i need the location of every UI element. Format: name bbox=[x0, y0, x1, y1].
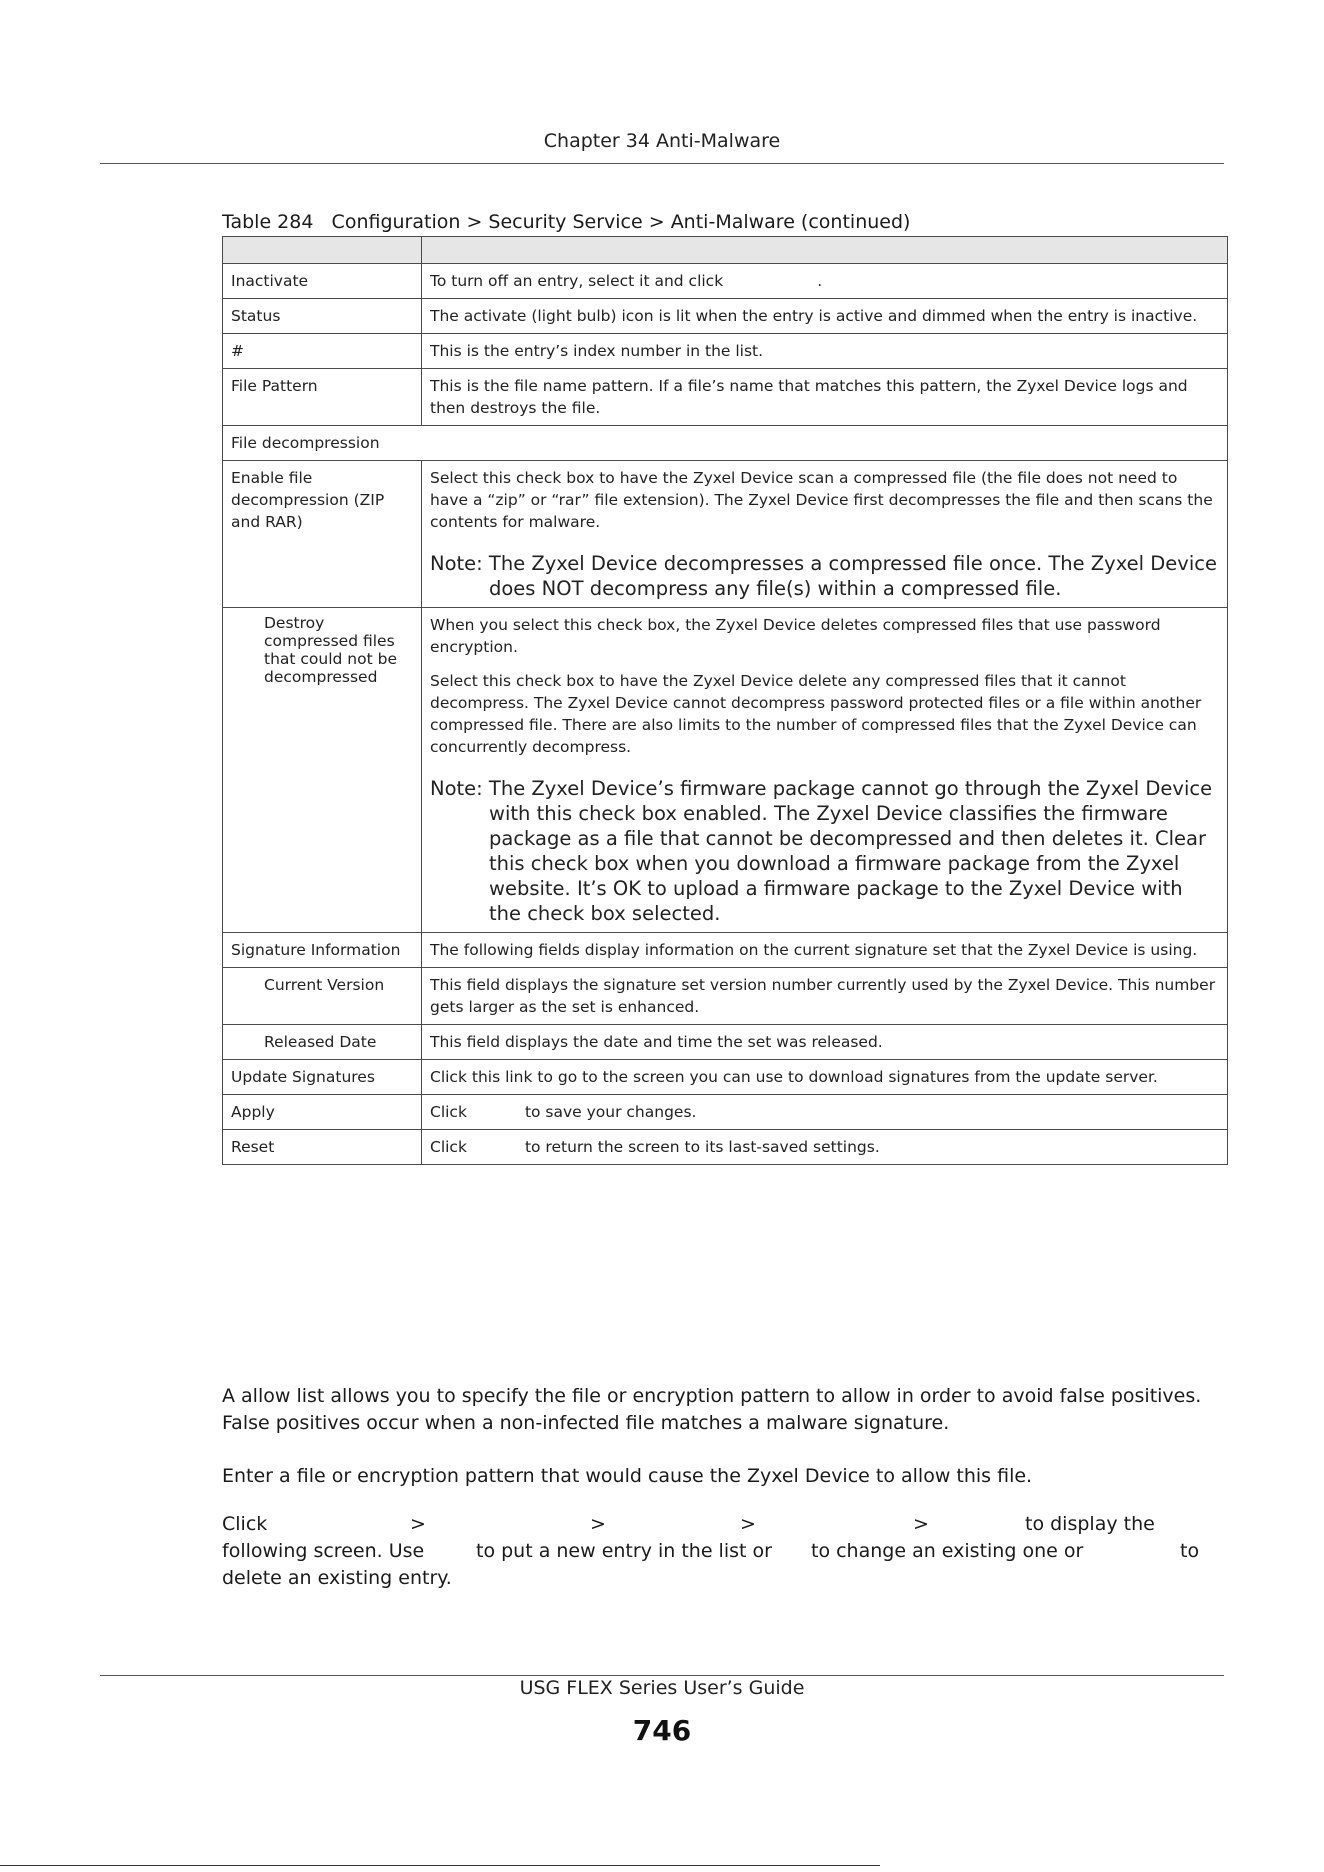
row-label: Inactivate bbox=[223, 264, 422, 299]
table-row bbox=[223, 461, 1228, 608]
page-number: 746 bbox=[632, 1714, 692, 1747]
header-cell-description bbox=[422, 237, 1228, 264]
row-label: Signature Information bbox=[223, 933, 422, 968]
row-description: This field displays the date and time the set was released. bbox=[422, 1025, 1228, 1060]
table-row bbox=[223, 1095, 1228, 1130]
row-description: Click to return the screen to its last-saved settings. bbox=[422, 1130, 1228, 1165]
body-paragraph: Enter a file or encryption pattern that would cause the Zyxel Device to allow this file. bbox=[222, 1465, 1033, 1487]
body-text-fragment: to display the bbox=[1025, 1513, 1155, 1535]
bottom-edge-rule bbox=[0, 1865, 880, 1866]
breadcrumb-separator: > bbox=[740, 1513, 756, 1535]
row-label: Status bbox=[223, 299, 422, 334]
table-row bbox=[223, 608, 1228, 933]
body-text-fragment: to bbox=[1180, 1540, 1200, 1562]
row-description: Click this link to go to the screen you can use to download signatures from the update server. bbox=[422, 1060, 1228, 1095]
row-description-text: Select this check box to have the Zyxel Device scan a compressed file (the file does not need to have a “zip” or “rar” file extension). The Zyxel Device first decompresses the file and then scans the contents for malware. bbox=[430, 469, 1213, 531]
table-section-row bbox=[223, 426, 1228, 461]
row-label: Destroy compressed files that could not be decompressed bbox=[223, 608, 422, 933]
row-description bbox=[422, 608, 1228, 933]
table-row bbox=[223, 968, 1228, 1025]
body-paragraph: A allow list allows you to specify the file or encryption pattern to allow in order to avoid false positives. False positives occur when a non-infected file matches a malware signature. bbox=[222, 1385, 1202, 1434]
footer-rule bbox=[100, 1675, 1224, 1676]
row-description: Click to save your changes. bbox=[422, 1095, 1228, 1130]
body-text-fragment: to change an existing one or bbox=[811, 1540, 1084, 1562]
body-text-fragment: to put a new entry in the list or bbox=[476, 1540, 772, 1562]
row-label: Reset bbox=[223, 1130, 422, 1165]
header-cell-label bbox=[223, 237, 422, 264]
header-rule bbox=[100, 163, 1224, 164]
body-text-fragment: Click bbox=[222, 1513, 268, 1535]
row-description: The activate (light bulb) icon is lit when the entry is active and dimmed when the entry is inactive. bbox=[422, 299, 1228, 334]
table-row bbox=[223, 1025, 1228, 1060]
table-row bbox=[223, 299, 1228, 334]
table-row bbox=[223, 264, 1228, 299]
row-description-text-2: Select this check box to have the Zyxel Device delete any compressed files that it cannot decompress. The Zyxel Device cannot decompress password protected files or a file within another compressed file. There are also limits to the number of compressed files that the Zyxel Device can concurrently decompress. bbox=[430, 672, 1202, 756]
row-description: This is the file name pattern. If a file’s name that matches this pattern, the Zyxel Device logs and then destroys the file. bbox=[422, 369, 1228, 426]
row-note: Note: The Zyxel Device’s firmware package cannot go through the Zyxel Device with this check box enabled. The Zyxel Device classifies the firmware package as a file that cannot be decompressed and then deletes it. Clear this check box when you download a firmware package from the Zyxel website. It’s OK to upload a firmware package to the Zyxel Device with the check box selected. bbox=[430, 777, 1213, 925]
row-label: File Pattern bbox=[223, 369, 422, 426]
row-description bbox=[422, 461, 1228, 608]
row-description: To turn off an entry, select it and click . bbox=[422, 264, 1228, 299]
row-label: # bbox=[223, 334, 422, 369]
row-label: Released Date bbox=[223, 1025, 422, 1060]
table-row bbox=[223, 369, 1228, 426]
chapter-header: Chapter 34 Anti-Malware bbox=[543, 130, 781, 152]
row-description: This field displays the signature set version number currently used by the Zyxel Device. This number gets larger as the set is enhanced. bbox=[422, 968, 1228, 1025]
footer-guide-title: USG FLEX Series User’s Guide bbox=[519, 1677, 805, 1699]
table-header-row bbox=[223, 237, 1228, 264]
row-note: Note: The Zyxel Device decompresses a compressed file once. The Zyxel Device does NOT decompress any file(s) within a compressed file. bbox=[430, 552, 1217, 600]
row-label: Enable file decompression (ZIP and RAR) bbox=[223, 461, 422, 608]
table-row bbox=[223, 933, 1228, 968]
breadcrumb-separator: > bbox=[913, 1513, 929, 1535]
row-description: This is the entry’s index number in the list. bbox=[422, 334, 1228, 369]
row-label: Apply bbox=[223, 1095, 422, 1130]
anti-malware-table bbox=[222, 236, 1228, 1165]
table-row bbox=[223, 1060, 1228, 1095]
row-label: Update Signatures bbox=[223, 1060, 422, 1095]
row-label: Current Version bbox=[223, 968, 422, 1025]
body-text-fragment: delete an existing entry. bbox=[222, 1567, 452, 1589]
row-description-text: When you select this check box, the Zyxel Device deletes compressed files that use password encryption. bbox=[430, 616, 1161, 656]
breadcrumb-separator: > bbox=[590, 1513, 606, 1535]
table-row bbox=[223, 1130, 1228, 1165]
table-caption: Table 284 Configuration > Security Service > Anti-Malware (continued) bbox=[222, 211, 911, 233]
body-text-fragment: following screen. Use bbox=[222, 1540, 425, 1562]
row-description: The following fields display information on the current signature set that the Zyxel Device is using. bbox=[422, 933, 1228, 968]
section-label: File decompression bbox=[223, 426, 1228, 461]
breadcrumb-separator: > bbox=[410, 1513, 426, 1535]
table-row bbox=[223, 334, 1228, 369]
